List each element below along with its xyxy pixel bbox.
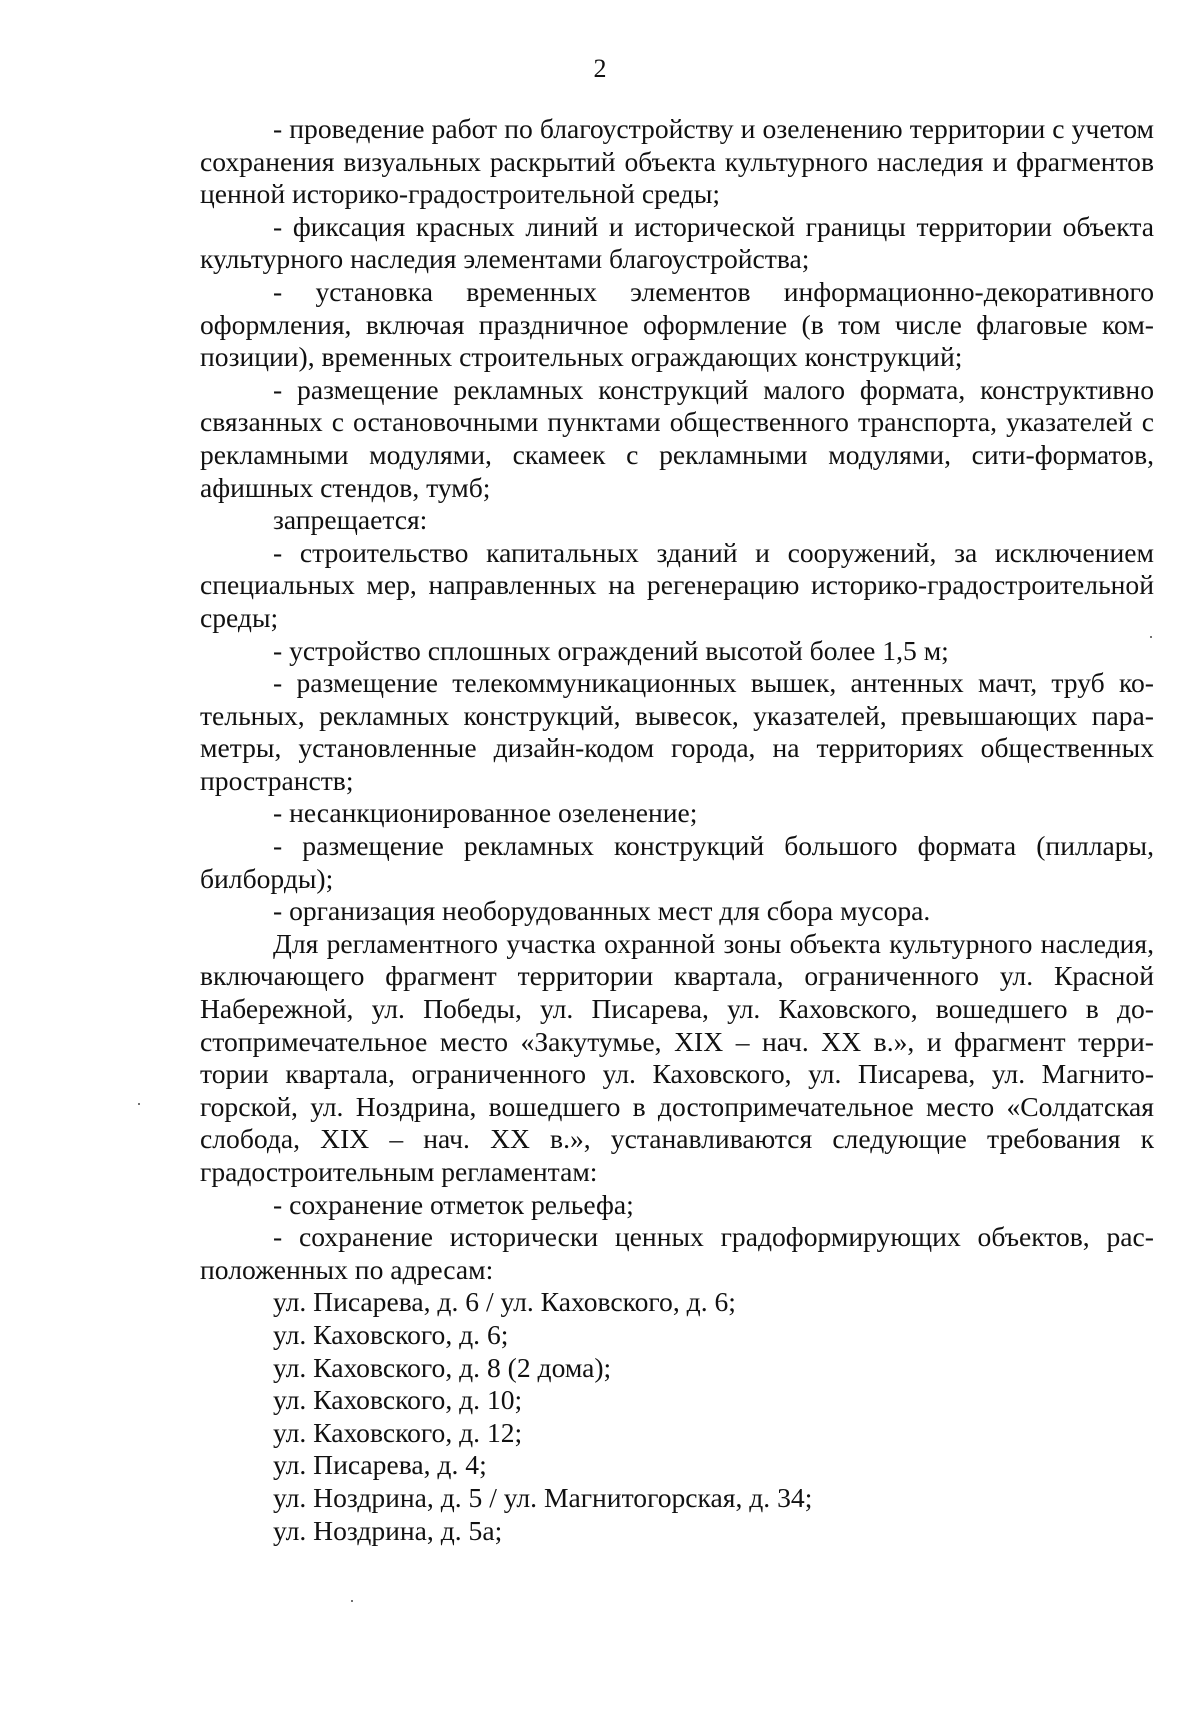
address-line: ул. Каховского, д. 12; (273, 1416, 523, 1448)
address-line: ул. Писарева, д. 6 / ул. Каховского, д. 6; (273, 1286, 736, 1318)
paragraph: - размещение рекламных конструкций малого формата, конструктивно связанных с остановочными пунктами общественного транспорта, указателей с рекламными модулями, скамеек с рекламными модулями, сити-форматов, афишных стендов, тумб; (200, 373, 1154, 503)
page-number: 2 (593, 54, 607, 83)
address-line: ул. Писарева, д. 4; (273, 1449, 487, 1481)
address-line: ул. Каховского, д. 6; (273, 1318, 509, 1350)
paragraph: - устройство сплошных ограждений высотой более 1,5 м; (273, 634, 949, 666)
paragraph: - размещение телекоммуникационных вышек, антенных мачт, труб котельных, рекламных конструкций, вывесок, указателей, превышающих параметры, установленные дизайн-кодом города, на территориях общественных пространств; (200, 667, 1154, 796)
paragraph: - сохранение исторически ценных градоформирующих объектов, расположенных по адресам: (200, 1221, 1154, 1285)
document-body (200, 113, 1154, 1547)
address-line: ул. Ноздрина, д. 5а; (273, 1514, 503, 1546)
paragraph: запрещается: (273, 504, 428, 536)
scan-speck (351, 1600, 353, 1602)
paragraph: - несанкционированное озеленение; (273, 797, 698, 829)
paragraph: - сохранение отметок рельефа; (273, 1188, 634, 1220)
address-line: ул. Каховского, д. 8 (2 дома); (273, 1351, 612, 1383)
scan-speck (1150, 636, 1152, 638)
paragraph: - размещение рекламных конструкций большого формата (пиллары, билборды); (200, 830, 1154, 894)
paragraph: - проведение работ по благоустройству и озеленению территории с учетом сохранения визуальных раскрытий объекта культурного наследия и фрагментов ценной историко-градостроительной среды; (200, 113, 1154, 210)
paragraph: - строительство капитальных зданий и сооружений, за исключением специальных мер, направленных на регенерацию историко-градостроительной среды; (200, 536, 1154, 633)
paragraph: Для регламентного участка охранной зоны объекта культурного наследия, включающего фрагмент территории квартала, ограниченного ул. Красной Набережной, ул. Победы, ул. Писарева, ул. Каховского, вошедшего в достопримечательное место «Закутумье, XIX – нач. XX в.», и фрагмент территории квартала, ограниченного ул. Каховского, ул. Писарева, ул. Магнитогорской, ул. Ноздрина, вошедшего в достопримечательное место «Солдатская слобода, XIX – нач. XX в.», устанавливаются следующие требования к градостроительным регламентам: (200, 927, 1154, 1187)
paragraph: - организация необорудованных мест для сбора мусора. (273, 895, 931, 927)
paragraph: - установка временных элементов информационно-декоративного оформления, включая праздничное оформление (в том числе флаговые композиции), временных строительных ограждающих конструкций; (200, 275, 1154, 373)
paragraph: - фиксация красных линий и исторической границы территории объекта культурного наследия элементами благоустройства; (200, 210, 1154, 275)
address-line: ул. Ноздрина, д. 5 / ул. Магнитогорская, д. 34; (273, 1481, 813, 1513)
scan-speck (138, 1103, 140, 1105)
address-line: ул. Каховского, д. 10; (273, 1384, 523, 1416)
